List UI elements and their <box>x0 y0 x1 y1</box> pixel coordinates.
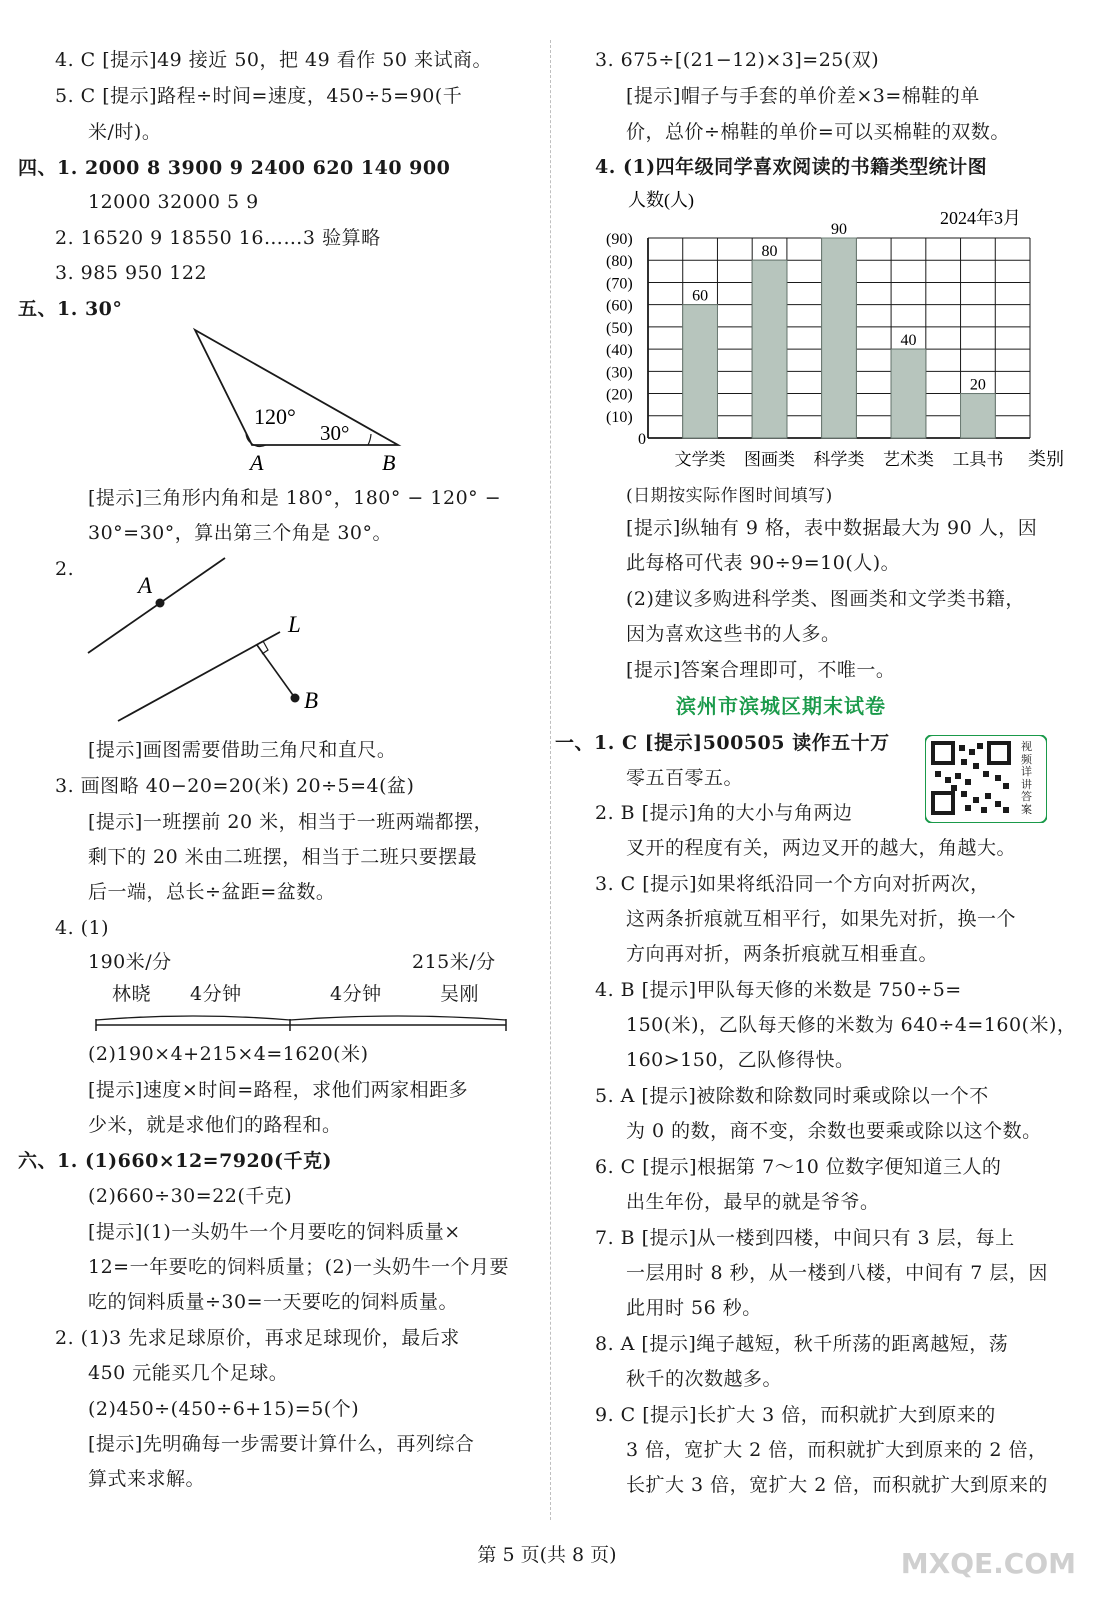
time-left: 4分钟 <box>190 983 242 1005</box>
hint-feed-2: 12=一年要吃的饲料质量；(2)一头奶牛一个月要 <box>88 1256 510 1278</box>
line-l-label: L <box>288 612 301 637</box>
angle-b-arc <box>368 434 371 445</box>
watermark: MXQE.COM <box>900 1547 1076 1580</box>
section-5-q4: 4. (1) <box>55 917 110 939</box>
answer-2-b-cont: 叉开的程度有关，两边叉开的越大，角越大。 <box>626 837 1017 859</box>
vertex-b-label: B <box>382 450 396 475</box>
hint-shoes-1: [提示]帽子与手套的单价差×3=棉鞋的单 <box>626 85 980 107</box>
answer-5-a: 5. A [提示]被除数和除数同时乘或除以一个不 <box>595 1085 989 1107</box>
hint-shoes-2: 价，总价÷棉鞋的单价=可以买棉鞋的双数。 <box>626 121 1010 143</box>
suggestion-1: (2)建议多购进科学类、图画类和文学类书籍， <box>626 588 1025 610</box>
section-title: 滨州市滨城区期末试卷 <box>676 694 886 718</box>
point-b <box>291 694 300 703</box>
answer-6-c: 6. C [提示]根据第 7～10 位数字便知道三人的 <box>595 1156 1002 1178</box>
y-tick-label: (50) <box>606 319 633 337</box>
hint-chart-1: [提示]纵轴有 9 格，表中数据最大为 90 人，因 <box>626 517 1038 539</box>
section-6-q2-cont: 450 元能买几个足球。 <box>88 1362 289 1384</box>
answer-3-c-cont2: 方向再对折，两条折痕就互相垂直。 <box>626 943 939 965</box>
section-6-q2-part2: (2)450÷(450÷6+15)=5(个) <box>88 1398 360 1420</box>
section-4-q1: 四、1. 2000 8 3900 9 2400 620 140 900 <box>18 157 451 179</box>
answer-1-c-cont: 零五百零五。 <box>626 767 744 789</box>
chart-ylabel: 人数(人) <box>628 190 694 210</box>
answer-r-3: 3. 675÷[(21−12)×3]=25(双) <box>595 49 880 71</box>
hint-pots-3: 后一端，总长÷盆距=盆数。 <box>88 881 336 903</box>
hint-chart-2: 此每格可代表 90÷9=10(人)。 <box>626 552 901 574</box>
speed-right: 215米/分 <box>412 951 496 973</box>
qr-code-block[interactable] <box>925 735 1047 823</box>
section-5-q3: 3. 画图略 40−20=20(米) 20÷5=4(盆) <box>55 775 415 797</box>
y-tick-label: (80) <box>606 253 633 271</box>
point-a <box>156 599 165 608</box>
answer-3-c-cont1: 这两条折痕就互相平行，如果先对折，换一个 <box>626 908 1017 930</box>
answer-5-c: 5. C [提示]路程÷时间=速度，450÷5=90(千 <box>55 85 463 107</box>
page-footer: 第 5 页(共 8 页) <box>477 1544 617 1566</box>
answer-9-c-cont2: 长扩大 3 倍，宽扩大 2 倍，而积就扩大到原来的 <box>626 1474 1048 1496</box>
line-l <box>118 632 280 721</box>
answer-8-a-cont: 秋千的次数越多。 <box>626 1368 783 1390</box>
answer-4-b-cont1: 150(米)，乙队每天修的米数为 640÷4=160(米)， <box>626 1014 1077 1036</box>
answer-4-b-cont2: 160>150，乙队修得快。 <box>626 1049 855 1071</box>
name-right: 吴刚 <box>440 983 480 1005</box>
hint-feed-3: 吃的饲料质量÷30=一天要吃的饲料质量。 <box>88 1291 459 1313</box>
y-tick-label: (70) <box>606 275 633 293</box>
bar-value-label: 40 <box>900 332 917 350</box>
y-tick-label: (20) <box>606 386 633 404</box>
bar-value-label: 90 <box>831 221 847 238</box>
answer-6-c-cont: 出生年份，最早的就是爷爷。 <box>626 1191 880 1213</box>
hint-open-answer: [提示]答案合理即可，不唯一。 <box>626 659 896 681</box>
triangle-shape <box>195 330 398 445</box>
section-5-q4-part2: (2)190×4+215×4=1620(米) <box>88 1043 369 1065</box>
section-4-q3: 3. 985 950 122 <box>55 262 208 284</box>
x-category-label: 科学类 <box>813 450 865 469</box>
answer-9-c-cont1: 3 倍，宽扩大 2 倍，而积就扩大到原来的 2 倍， <box>626 1439 1048 1461</box>
y-tick-label: (40) <box>606 342 633 360</box>
y-tick-label: (60) <box>606 297 633 315</box>
hint-football-1: [提示]先明确每一步需要计算什么，再列综合 <box>88 1433 475 1455</box>
bar-艺术类 <box>891 349 926 438</box>
point-b-label: B <box>304 688 319 713</box>
y-tick-label: (10) <box>606 408 633 426</box>
section-4-q2: 2. 16520 9 18550 16……3 验算略 <box>55 227 381 249</box>
vertex-a-label: A <box>250 450 264 475</box>
suggestion-2: 因为喜欢这些书的人多。 <box>626 623 841 645</box>
chart-date: 2024年3月 <box>940 208 1021 228</box>
bar-文学类 <box>683 305 718 438</box>
answer-7-b-cont1: 一层用时 8 秒，从一楼到八楼，中间有 7 层，因 <box>626 1262 1048 1284</box>
answer-5-c-cont: 米/时)。 <box>88 121 162 143</box>
bar-value-label: 60 <box>692 287 709 305</box>
hint-football-2: 算式来求解。 <box>88 1468 206 1490</box>
bar-value-label: 20 <box>969 376 986 394</box>
x-category-label: 图画类 <box>744 450 796 469</box>
answer-7-b: 7. B [提示]从一楼到四楼，中间只有 3 层，每上 <box>595 1227 1015 1249</box>
point-a-label: A <box>138 573 153 598</box>
answer-9-c: 9. C [提示]长扩大 3 倍，而积就扩大到原来的 <box>595 1404 996 1426</box>
section-6-q2: 2. (1)3 先求足球原价，再求足球现价，最后求 <box>55 1327 460 1349</box>
answer-5-a-cont: 为 0 的数，商不变，余数也要乘或除以这个数。 <box>626 1120 1042 1142</box>
section-6-q1-part2: (2)660÷30=22(千克) <box>88 1185 293 1207</box>
angle-a-label: 120° <box>254 404 296 429</box>
brace-right <box>290 1016 506 1020</box>
bar-图画类 <box>752 260 787 438</box>
column-divider <box>550 40 551 1520</box>
chart-question-title: 4. (1)四年级同学喜欢阅读的书籍类型统计图 <box>595 156 988 178</box>
x-category-label: 文学类 <box>674 450 726 469</box>
x-category-label: 工具书 <box>952 450 1004 469</box>
route-diagram <box>92 1010 512 1032</box>
section-6-q1: 六、1. (1)660×12=7920(千克) <box>18 1150 332 1172</box>
y-tick-label: (30) <box>606 364 633 382</box>
section-4-q1-cont: 12000 32000 5 9 <box>88 191 259 213</box>
answer-2-b: 2. B [提示]角的大小与角两边 <box>595 802 853 824</box>
section-5-q2: 2. <box>55 558 75 580</box>
bar-工具书 <box>961 394 996 438</box>
answer-8-a: 8. A [提示]绳子越短，秋千所荡的距离越短，荡 <box>595 1333 1009 1355</box>
bar-chart <box>600 180 1080 480</box>
chart-date-note: (日期按实际作图时间填写) <box>626 486 833 506</box>
hint-pots-2: 剩下的 20 米由二班摆，相当于二班只要摆最 <box>88 846 478 868</box>
hint-feed-1: [提示](1)一头奶牛一个月要吃的饲料质量× <box>88 1221 461 1243</box>
speed-left: 190米/分 <box>88 951 172 973</box>
answer-3-c: 3. C [提示]如果将纸沿同一个方向对折两次， <box>595 873 990 895</box>
triangle-figure <box>180 325 420 475</box>
hint-drawing-tools: [提示]画图需要借助三角尺和直尺。 <box>88 739 397 761</box>
answer-4-b: 4. B [提示]甲队每天修的米数是 750÷5= <box>595 979 962 1001</box>
answer-7-b-cont2: 此用时 56 秒。 <box>626 1297 762 1319</box>
chart-xlabel: 类别 <box>1028 449 1064 469</box>
parallel-lines-figure <box>80 555 340 730</box>
answer-4-c: 4. C [提示]49 接近 50，把 49 看作 50 来试商。 <box>55 49 493 71</box>
hint-pots-1: [提示]一班摆前 20 米，相当于一班两端都摆， <box>88 811 494 833</box>
section-5-q1: 五、1. 30° <box>18 298 123 320</box>
y-tick-label: 0 <box>638 431 646 448</box>
name-left: 林晓 <box>112 983 152 1005</box>
answer-1-c: 一、1. C [提示]500505 读作五十万 <box>555 732 890 754</box>
angle-b-label: 30° <box>320 421 350 445</box>
bar-value-label: 80 <box>761 243 778 261</box>
hint-triangle: [提示]三角形内角和是 180°，180° − 120° − <box>88 487 502 509</box>
time-right: 4分钟 <box>330 983 382 1005</box>
qr-caption: 视频详讲答案 <box>1021 740 1032 816</box>
y-tick-label: (90) <box>606 231 633 248</box>
x-category-label: 艺术类 <box>882 450 934 469</box>
hint-triangle-cont: 30°=30°，算出第三个角是 30°。 <box>88 522 392 544</box>
bar-科学类 <box>822 238 857 438</box>
brace-left <box>96 1016 290 1020</box>
hint-distance-1: [提示]速度×时间=路程，求他们两家相距多 <box>88 1079 469 1101</box>
hint-distance-2: 少米，就是求他们的路程和。 <box>88 1114 342 1136</box>
